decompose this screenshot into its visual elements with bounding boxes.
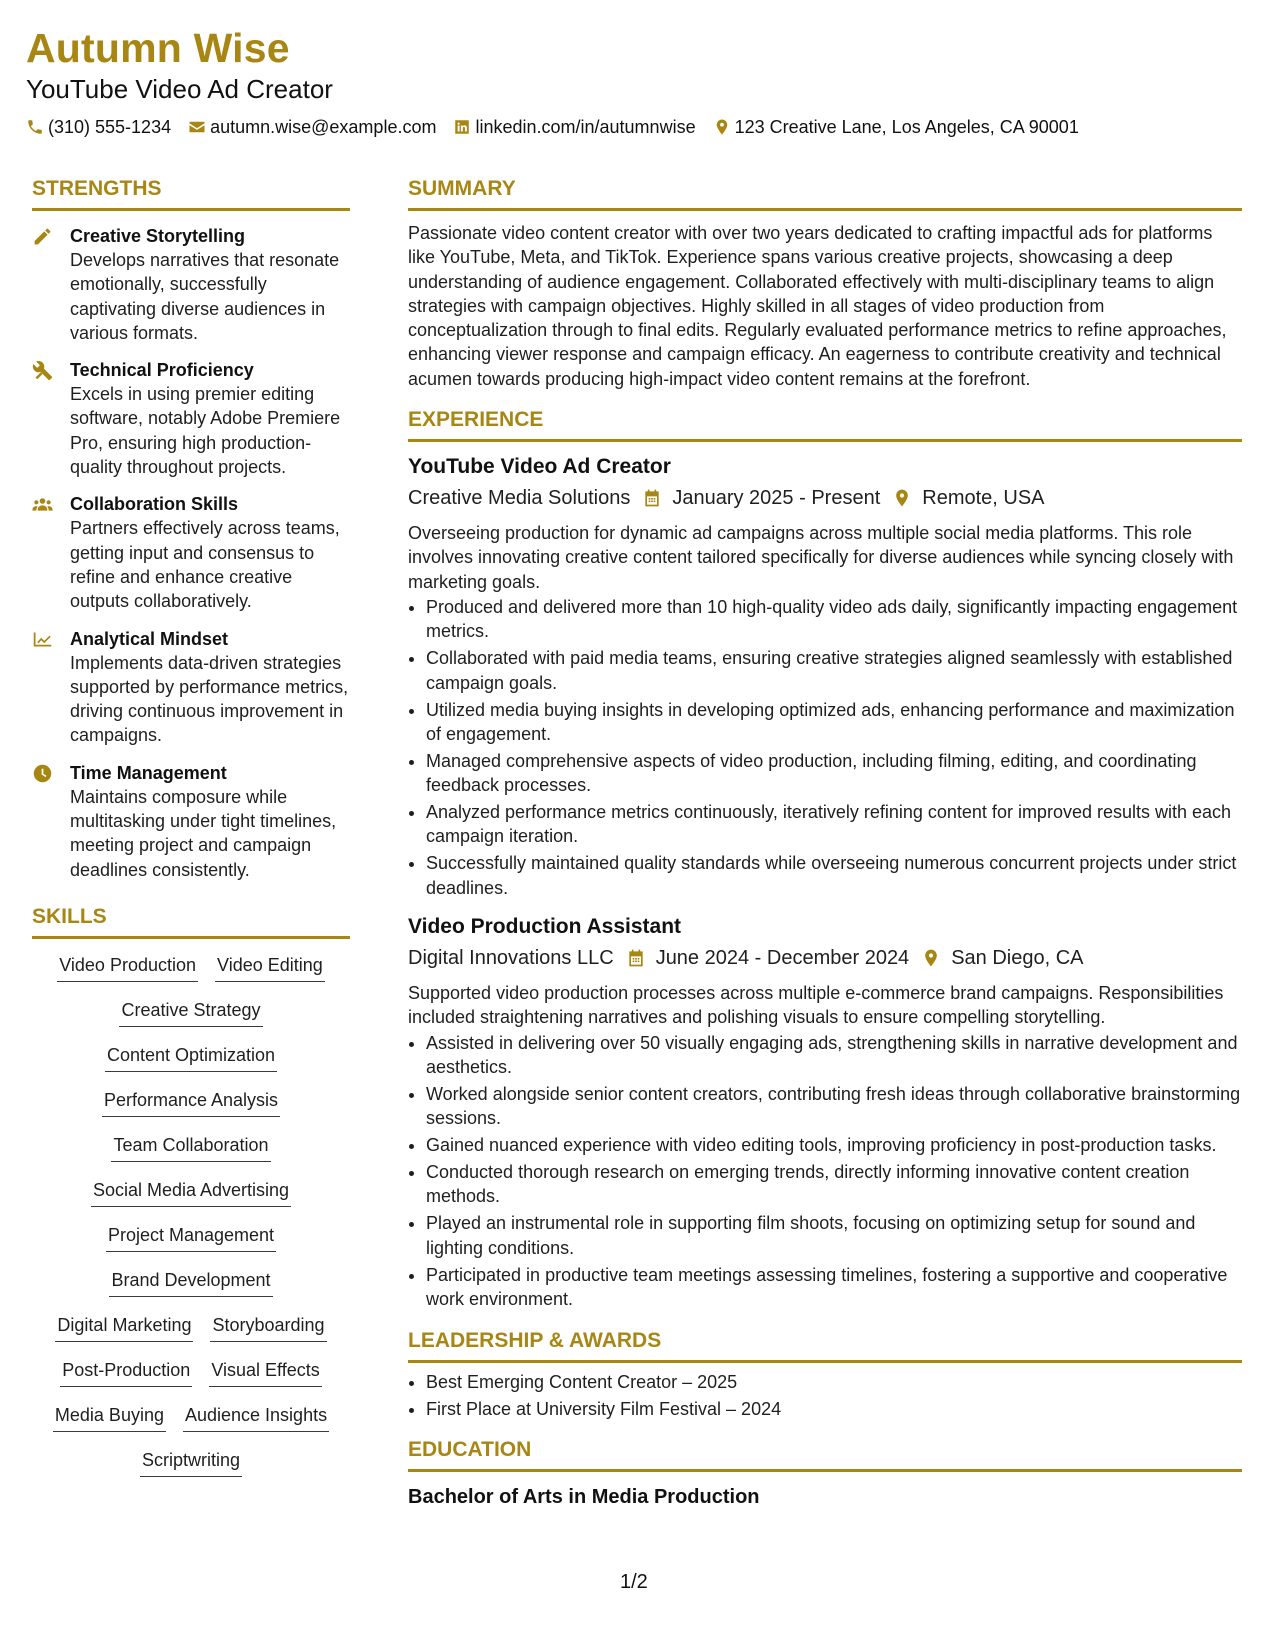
- strength-item: [32, 358, 350, 479]
- phone-text: (310) 555-1234: [48, 117, 172, 137]
- phone-icon: [26, 118, 44, 136]
- users-icon: [32, 494, 53, 515]
- degree-title: Bachelor of Arts in Media Production: [408, 1486, 760, 1509]
- strength-desc: Implements data-driven strategies supported by performance metrics, driving continuous improvement in campaigns.: [70, 652, 349, 746]
- job-bullet: • Analyzed performance metrics continuously, iteratively refining content for improved results with each campaign iteration.: [426, 800, 1242, 849]
- job-bullet: • Participated in productive team meetings assessing timelines, fostering a supportive and cooperative work environment.: [426, 1263, 1242, 1312]
- job-bullets: [408, 595, 1242, 900]
- strength-title: Technical Proficiency: [70, 360, 254, 381]
- job-bullet: • Gained nuanced experience with video editing tools, improving proficiency in post-production tasks.: [426, 1133, 1242, 1157]
- strength-desc: Maintains composure while multitasking under tight timelines, meeting project and campaign deadlines consistently.: [70, 786, 337, 880]
- skill-tag: Performance Analysis: [102, 1088, 280, 1117]
- resume-header: [26, 20, 1246, 138]
- strength-title: Analytical Mindset: [70, 628, 229, 649]
- skill-row: [32, 1178, 350, 1223]
- contact-row: [26, 116, 1246, 138]
- email-text[interactable]: autumn.wise@example.com: [210, 117, 437, 137]
- map-pin-icon: [892, 488, 912, 508]
- job-description: Overseeing production for dynamic ad campaigns across multiple social media platforms. This role involves innovating creative content tailored specifically for diverse audiences while syncing closely with marketing goals.: [408, 523, 1234, 592]
- calendar-icon: [642, 488, 662, 508]
- strengths-heading: STRENGTHS: [32, 176, 350, 211]
- strength-desc: Partners effectively across teams, getting input and consensus to refine and enhance creative outputs collaboratively.: [70, 518, 340, 612]
- skill-row: [32, 1403, 350, 1448]
- linkedin-icon: [453, 118, 471, 136]
- skill-tag: Post-Production: [60, 1358, 192, 1387]
- skill-tag: Scriptwriting: [140, 1448, 242, 1477]
- job-bullet: • Assisted in delivering over 50 visually engaging ads, strengthening skills in narrative development and aesthetics.: [426, 1031, 1242, 1080]
- job-title: YouTube Video Ad Creator: [408, 455, 671, 479]
- job-title: Video Production Assistant: [408, 914, 682, 938]
- skill-tag: Project Management: [106, 1223, 276, 1252]
- job-meta: [408, 484, 1242, 512]
- experience-heading: EXPERIENCE: [408, 407, 1242, 442]
- skill-tag: Visual Effects: [209, 1358, 321, 1387]
- strength-desc: Excels in using premier editing software, notably Adobe Premiere Pro, ensuring high production-quality throughout projects.: [70, 384, 341, 478]
- envelope-icon: [188, 118, 206, 136]
- summary-heading: SUMMARY: [408, 176, 1242, 211]
- skills-heading: SKILLS: [32, 904, 350, 939]
- job-entry: [408, 913, 1242, 1311]
- job-location: Remote, USA: [922, 487, 1045, 510]
- skill-tag: Team Collaboration: [111, 1133, 270, 1162]
- skill-tag: Video Editing: [215, 953, 325, 982]
- award-item: • First Place at University Film Festival – 2024: [426, 1396, 1242, 1423]
- skill-row: [32, 1043, 350, 1088]
- calendar-icon: [626, 948, 646, 968]
- job-bullet: • Played an instrumental role in supporting film shoots, focusing on optimizing setup for sound and lighting conditions.: [426, 1211, 1242, 1260]
- skill-tag: Storyboarding: [210, 1313, 326, 1342]
- address-text: 123 Creative Lane, Los Angeles, CA 90001: [734, 117, 1079, 137]
- clock-icon: [32, 763, 53, 784]
- skill-row: [32, 1268, 350, 1313]
- skill-tag: Audience Insights: [183, 1403, 329, 1432]
- job-bullet: • Produced and delivered more than 10 high-quality video ads daily, significantly impacting engagement metrics.: [426, 595, 1242, 644]
- pencil-icon: [32, 226, 53, 247]
- job-entry: [408, 453, 1242, 900]
- skill-row: [32, 998, 350, 1043]
- skill-tag: Creative Strategy: [119, 998, 262, 1027]
- strength-item: [32, 761, 350, 882]
- strength-title: Collaboration Skills: [70, 494, 239, 515]
- skills-list: [32, 953, 350, 1493]
- left-column: [32, 176, 350, 1493]
- job-bullet: • Collaborated with paid media teams, ensuring creative strategies aligned seamlessly with established campaign goals.: [426, 646, 1242, 695]
- skill-tag: Social Media Advertising: [91, 1178, 291, 1207]
- awards-list: [408, 1369, 1242, 1423]
- linkedin-text[interactable]: linkedin.com/in/autumnwise: [475, 117, 696, 137]
- skill-row: [32, 1088, 350, 1133]
- job-bullet: • Utilized media buying insights in developing optimized ads, enhancing performance and maximization of engagement.: [426, 698, 1242, 747]
- strength-desc: Develops narratives that resonate emotionally, successfully captivating diverse audiences in various formats.: [70, 250, 340, 343]
- skill-tag: Media Buying: [53, 1403, 166, 1432]
- job-bullet: • Conducted thorough research on emerging trends, directly informing innovative content creation methods.: [426, 1160, 1242, 1209]
- job-bullet: • Worked alongside senior content creators, contributing fresh ideas through collaborative brainstorming sessions.: [426, 1082, 1242, 1131]
- skill-row: [32, 1133, 350, 1178]
- skill-tag: Brand Development: [109, 1268, 272, 1297]
- job-dates: January 2025 - Present: [672, 487, 881, 510]
- candidate-name: Autumn Wise: [26, 25, 290, 71]
- strength-item: [32, 627, 350, 748]
- chart-line-icon: [32, 629, 53, 650]
- map-pin-icon: [713, 118, 731, 136]
- skill-row: [32, 1313, 350, 1358]
- contact-address: [713, 116, 1079, 138]
- strength-title: Creative Storytelling: [70, 226, 246, 246]
- candidate-role: YouTube Video Ad Creator: [26, 74, 333, 104]
- strength-title: Time Management: [70, 762, 227, 783]
- award-item: • Best Emerging Content Creator – 2025: [426, 1369, 1242, 1396]
- job-bullet: • Successfully maintained quality standards while overseeing numerous concurrent projects under strict deadlines.: [426, 851, 1242, 900]
- skill-tag: Content Optimization: [105, 1043, 277, 1072]
- contact-linkedin[interactable]: [453, 116, 695, 138]
- skill-row: [32, 1358, 350, 1403]
- job-bullet: • Managed comprehensive aspects of video production, including filming, editing, and coordinating feedback processes.: [426, 749, 1242, 798]
- job-bullets: [408, 1031, 1242, 1312]
- skill-row: [32, 953, 350, 998]
- page-number: 1/2: [620, 1571, 648, 1593]
- contact-email[interactable]: [188, 116, 436, 138]
- job-meta: [408, 944, 1242, 972]
- map-pin-icon: [921, 948, 941, 968]
- right-column: [408, 176, 1242, 1510]
- education-heading: EDUCATION: [408, 1437, 1242, 1472]
- strength-item: [32, 492, 350, 613]
- leadership-heading: LEADERSHIP & AWARDS: [408, 1328, 1242, 1363]
- strength-item: [32, 224, 350, 345]
- job-location: San Diego, CA: [951, 946, 1084, 969]
- job-company: Creative Media Solutions: [408, 487, 631, 510]
- contact-phone: [26, 116, 171, 138]
- skill-tag: Digital Marketing: [55, 1313, 193, 1342]
- skill-row: [32, 1223, 350, 1268]
- skill-tag: Video Production: [57, 953, 198, 982]
- job-company: Digital Innovations LLC: [408, 946, 614, 969]
- skill-row: [32, 1448, 350, 1493]
- summary-text: Passionate video content creator with over two years dedicated to crafting impactful ads for platforms like YouTube, Meta, and TikTok. Experience spans various creative projects, showcasing a deep understanding of audience engagement. Collaborated effectively with multi-disciplinary teams to align strategies with campaign objectives. Highly skilled in all stages of video production from conceptualization through to final edits. Regularly evaluated performance metrics to refine approaches, enhancing viewer response and campaign efficacy. An eagerness to contribute creativity and technical acumen towards producing high-impact video content remains at the forefront.: [408, 223, 1227, 389]
- tools-icon: [32, 360, 53, 381]
- job-dates: June 2024 - December 2024: [655, 946, 910, 969]
- job-description: Supported video production processes across multiple e-commerce brand campaigns. Responsibilities included straightening narratives and polishing visuals to ensure compelling storytelling.: [408, 982, 1224, 1028]
